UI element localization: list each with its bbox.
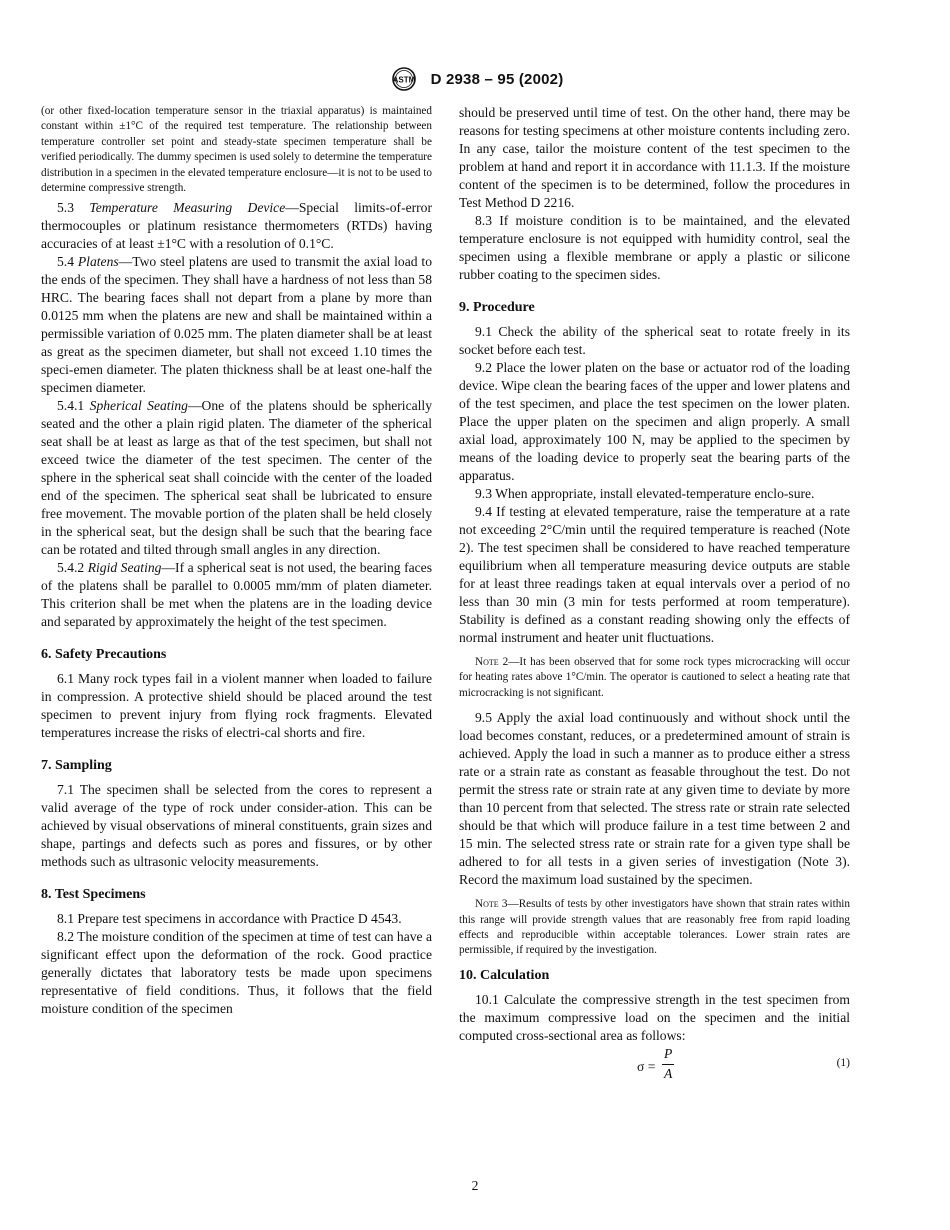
- paragraph-9-3: 9.3 When appropriate, install elevated-temperature enclo-sure.: [475, 486, 815, 501]
- equation-numerator: P: [664, 1045, 673, 1061]
- document-designation: D 2938 – 95 (2002): [430, 70, 564, 88]
- paragraph-10-1: 10.1 Calculate the compressive strength in the test specimen from the maximum compressive load on the specimen and the initial computed cross-sectional area as follows:: [459, 991, 850, 1043]
- paragraph-5-4-1: 5.4.1 Spherical Seating—One of the platens should be spherically seated and the other a plain rigid platen. The diameter of the spherical seat shall be at least as large as that of the test specimen, but shall not exceed twice the diameter of the test specimen. The center of the sphere in the spherical seat shall coincide with the center of the loaded end of the specimen. The spherical seat shall be lubricated to ensure free movement. The movable portion of the platen shall be held closely in the spherical seat, but the design shall be such that the bearing face can be rotated and tilted through small angles in any direction.: [41, 398, 432, 558]
- page-header: [0, 66, 950, 92]
- left-column: [41, 104, 432, 1018]
- paragraph-9-4: 9.4 If testing at elevated temperature, raise the temperature at a rate not exceeding 2°C/min until the required temperature is reached (Note 2). The test specimen shall be considered to have reached temperature equilibrium when all temperature measuring device outputs are stable for at least three readings taken at equal intervals over a period of no less than 30 min (3 min for tests performed at room temperature). Stability is defined as a constant reading showing only the effects of normal instrument and heater unit fluctuations.: [459, 504, 850, 645]
- section-heading-8: 8. Test Specimens: [41, 887, 146, 903]
- section-heading-10: 10. Calculation: [459, 967, 550, 983]
- equation-denominator: A: [664, 1065, 673, 1081]
- paragraph-5-4-2: 5.4.2 Rigid Seating—If a spherical seat is not used, the bearing faces of the platens shall be parallel to 0.0005 mm/mm of platen diameter. This criterion shall be met when the platens are in the loading device and separated by approximately the height of the test specimen.: [41, 560, 432, 630]
- page-number: 2: [471, 1178, 479, 1193]
- astm-logo-text: ASTM: [392, 75, 415, 85]
- note-3: Note 3—Results of tests by other investigators have shown that strain rates within this range will provide strength values that are reasonably free from rapid loading effects and reproducible within acceptable tolerances. Lower strain rates are permissible, if required by the investigation.: [459, 898, 850, 957]
- paragraph-8-1: 8.1 Prepare test specimens in accordance with Practice D 4543.: [57, 911, 402, 927]
- section-heading-6: 6. Safety Precautions: [41, 647, 167, 663]
- astm-logo-icon: [387, 66, 421, 92]
- section-heading-7: 7. Sampling: [41, 758, 112, 774]
- paragraph-9-5: 9.5 Apply the axial load continuously and without shock until the load becomes constant, reduces, or a predetermined amount of strain is achieved. Apply the load in such a manner as to produce either a stress rate or a strain rate as constant as feasable throughout the test. Do not permit the stress rate or strain rate at any given time to deviate by more than 10 percent from that selected. The stress rate or strain rate selected should be that which will produce failure in a test time between 2 and 15 min. The selected stress rate or strain rate for a given type shall be adhered to for all tests in a given series of investigation (Note 3). Record the maximum load sustained by the specimen.: [459, 710, 850, 888]
- paragraph-5-4: 5.4 Platens—Two steel platens are used to transmit the axial load to the ends of the specimen. They shall have a hardness of not less than 58 HRC. The bearing faces shall not depart from a plane by more than 0.0125 mm when the platens are new and shall be maintained within a permissible variation of 0.025 mm. The platen diameter shall be at least as great as the specimen diameter, but shall not exceed 1.10 times the speci-emen diameter. The platen thickness shall be at least one-half the specimen diameter.: [41, 254, 432, 396]
- paragraph-9-2: 9.2 Place the lower platen on the base or actuator rod of the loading device. Wipe clean the bearing faces of the upper and lower platens and of the test specimen, and place the test specimen on the lower platen. Place the upper platen on the specimen and align properly. A small axial load, approximately 100 N, may be applied to the specimen by means of the loading device to properly seat the bearing parts of the apparatus.: [459, 360, 850, 483]
- paragraph-9-1: 9.1 Check the ability of the spherical seat to rotate freely in its socket before each test.: [459, 324, 850, 357]
- equation-lhs: σ =: [637, 1058, 656, 1074]
- right-column: [459, 104, 850, 1085]
- paragraph-6-1: 6.1 Many rock types fail in a violent manner when loaded to failure in compression. A protective shield should be placed around the test specimen to prevent injury from flying rock fragments. Elevated temperatures increase the risks of electri-cal shorts and fire.: [41, 671, 432, 741]
- equation-label: (1): [836, 1056, 850, 1069]
- equation-1: [459, 1045, 850, 1085]
- paragraph-continuation: (or other fixed-location temperature sensor in the triaxial apparatus) is maintained constant within ±1°C of the required test temperature. The relationship between temperature controller set point and steady-state specimen temperature shall be verified periodically. The dummy specimen is used solely to determine the temperature distribution in a specimen in the elevated temperature enclosure—it is not to be used to determine compressive strength.: [41, 105, 432, 195]
- paragraph-7-1: 7.1 The specimen shall be selected from the cores to represent a valid average of the type of rock under consider-ation. This can be achieved by visual observations of mineral constituents, grain sizes and shape, partings and defects such as pores and fissures, or by other methods such as ultrasonic velocity measurements.: [41, 782, 432, 870]
- paragraph-5-3: 5.3 Temperature Measuring Device—Special limits-of-error thermocouples or platinum resistance thermometers (RTDs) having accuracies of at least ±1°C with a resolution of 0.1°C.: [41, 200, 433, 252]
- note-2: Note 2—It has been observed that for some rock types microcracking will occur for heating rates above 1°C/min. The operator is cautioned to select a heating rate that microcracking is not significant.: [459, 656, 850, 699]
- fraction-bar: [662, 1064, 674, 1065]
- paragraph-8-2: 8.2 The moisture condition of the specimen at time of test can have a significant effect upon the deformation of the rock. Good practice generally dictates that laboratory tests be made upon specimens representative of field conditions. Thus, it follows that the field moisture condition of the specimen: [41, 929, 432, 1017]
- paragraph-8-3: 8.3 If moisture condition is to be maintained, and the elevated temperature enclosure is not equipped with humidity control, seal the specimen using a flexible membrane or apply a plastic or silicone rubber coating to the specimen sides.: [459, 213, 850, 282]
- paragraph-8-2-continuation: should be preserved until time of test. On the other hand, there may be reasons for testing specimens at other moisture contents including zero. In any case, tailor the moisture content of the test specimen to the problem at hand and report it in accordance with 11.1.3. If the moisture content of the specimen is to be determined, follow the procedures in Test Method D 2216.: [459, 105, 850, 210]
- section-heading-9: 9. Procedure: [459, 300, 535, 315]
